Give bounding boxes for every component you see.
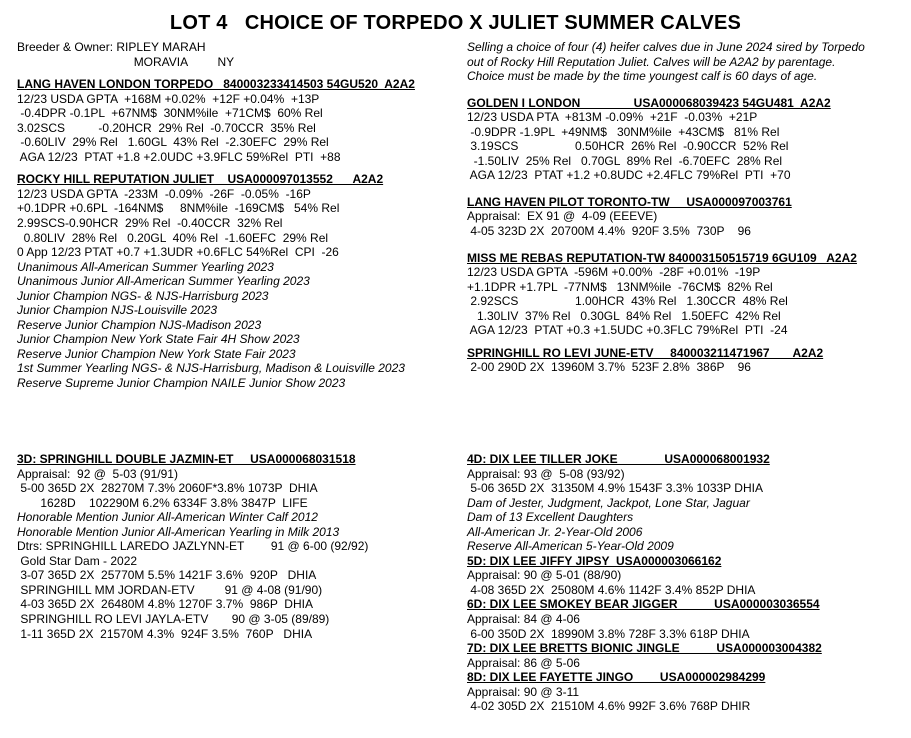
fourth-dam-honor: Dam of 13 Excellent Daughters (467, 510, 634, 525)
third-dam-line: 5-00 365D 2X 28270M 7.3% 2060F*3.8% 1073P DHIA (17, 481, 318, 496)
description-line: out of Rocky Hill Reputation Juliet. Calves will be A2A2 by parentage. (467, 54, 836, 69)
seventh-dam-header: 7D: DIX LEE BRETTS BIONIC JINGLE USA000003004382 (467, 641, 822, 656)
dam-honor: Unanimous Junior All-American Summer Yearling 2023 (17, 274, 310, 289)
description-line: Selling a choice of four (4) heifer calves due in June 2024 sired by Torpedo (467, 40, 865, 54)
dam-line: 12/23 USDA GPTA -233M -0.09% -26F -0.05% -16P (17, 186, 311, 201)
third-dam-honor: Honorable Mention Junior All-American Yearling in Milk 2013 (17, 524, 340, 539)
dam-honor: Unanimous All-American Summer Yearling 2023 (17, 259, 274, 274)
sire-sire-line: AGA 12/23 PTAT +1.2 +0.8UDC +2.4FLC 79%Rel PTI +70 (467, 168, 791, 183)
dam-honor: Junior Champion NJS-Louisville 2023 (17, 303, 218, 318)
right-top-column (467, 40, 865, 375)
third-dam-line: Appraisal: 92 @ 5-03 (91/91) (17, 466, 178, 481)
dam-honor: Reserve Supreme Junior Champion NAILE Junior Show 2023 (17, 376, 346, 391)
sire-line: -0.4DPR -0.1PL +67NM$ 30NM%ile +71CM$ 60% Rel (17, 106, 323, 121)
dam-honor: Reserve Junior Champion NJS-Madison 2023 (17, 317, 262, 332)
third-dam-header: 3D: SPRINGHILL DOUBLE JAZMIN-ET USA000068031518 (17, 452, 356, 466)
dam-honor: Junior Champion NGS- & NJS-Harrisburg 2023 (17, 288, 269, 303)
dam-dam-line: 2.92SCS 1.00HCR 43% Rel 1.30CCR 48% Rel (467, 294, 788, 309)
sire-line: -0.60LIV 29% Rel 1.60GL 43% Rel -2.30EFC 29% Rel (17, 135, 329, 150)
lot-title: LOT 4 CHOICE OF TORPEDO X JULIET SUMMER CALVES (169, 12, 742, 34)
dam-dam-line: AGA 12/23 PTAT +0.3 +1.5UDC +0.3FLC 79%Rel PTI -24 (467, 323, 788, 338)
third-dam-line: 1-11 365D 2X 21570M 4.3% 924F 3.5% 760P DHIA (17, 626, 313, 641)
third-dam-line: Gold Star Dam - 2022 (17, 553, 138, 568)
dam-honor: 1st Summer Yearling NGS- & NJS-Harrisburg, Madison & Louisville 2023 (17, 361, 405, 376)
dam-dam-line: 1.30LIV 37% Rel 0.30GL 84% Rel 1.50EFC 42% Rel (467, 308, 781, 323)
third-dam-line: 4-03 365D 2X 26480M 4.8% 1270F 3.7% 986P DHIA (17, 597, 313, 612)
dam-header: ROCKY HILL REPUTATION JULIET USA000097013552 A2A2 (17, 172, 384, 187)
sire-line: AGA 12/23 PTAT +1.8 +2.0UDC +3.9FLC 59%Rel PTI +88 (17, 149, 341, 164)
sire-sire-line: -0.9DPR -1.9PL +49NM$ 30NM%ile +43CM$ 81% Rel (467, 124, 780, 139)
right-bottom-column (467, 452, 822, 714)
left-top-column (17, 40, 415, 391)
sixth-dam-line: Appraisal: 84 @ 4-06 (467, 612, 580, 627)
fifth-dam-line: 4-08 365D 2X 25080M 4.6% 1142F 3.4% 852P DHIA (467, 582, 756, 597)
sire-header: LANG HAVEN LONDON TORPEDO 840003233414503 54GU520 A2A2 (17, 77, 415, 92)
eighth-dam-line: 4-02 305D 2X 21510M 4.6% 992F 3.6% 768P DHIR (467, 699, 751, 714)
third-dam-line: SPRINGHILL MM JORDAN-ETV 91 @ 4-08 (91/90) (17, 582, 323, 597)
eighth-dam-header: 8D: DIX LEE FAYETTE JINGO USA000002984299 (467, 670, 766, 685)
eighth-dam-line: Appraisal: 90 @ 3-11 (467, 684, 580, 699)
sire-line: 12/23 USDA GPTA +168M +0.02% +12F +0.04% +13P (17, 91, 320, 106)
third-dam-line: Dtrs: SPRINGHILL LAREDO JAZLYNN-ET 91 @ 6-00 (92/92) (17, 539, 369, 554)
sire-dam-line: 4-05 323D 2X 20700M 4.4% 920F 3.5% 730P 96 (467, 224, 751, 239)
seventh-dam-line: Appraisal: 86 @ 5-06 (467, 655, 580, 670)
fifth-dam-line: Appraisal: 90 @ 5-01 (88/90) (467, 568, 622, 583)
dam-dam-line: +1.1DPR +1.7PL -77NM$ 13NM%ile -76CM$ 82% Rel (467, 279, 773, 294)
dam-dam-header: MISS ME REBAS REPUTATION-TW 840003150515719 6GU109 A2A2 (467, 250, 857, 265)
sire-sire-line: -1.50LIV 25% Rel 0.70GL 89% Rel -6.70EFC 28% Rel (467, 153, 783, 168)
dam-sire-line: 2-00 290D 2X 13960M 3.7% 523F 2.8% 386P 96 (467, 360, 751, 375)
third-dam-honor: Honorable Mention Junior All-American Winter Calf 2012 (17, 510, 318, 525)
dam-honor: Junior Champion New York State Fair 4H Show 2023 (17, 332, 300, 347)
dam-line: 0.80LIV 28% Rel 0.20GL 40% Rel -1.60EFC 29% Rel (17, 230, 329, 245)
sire-sire-line: 3.19SCS 0.50HCR 26% Rel -0.90CCR 52% Rel (467, 139, 789, 154)
fourth-dam-honor: Dam of Jester, Judgment, Jackpot, Lone Star, Jaguar (467, 495, 750, 510)
sixth-dam-header: 6D: DIX LEE SMOKEY BEAR JIGGER USA000003036554 (467, 597, 820, 612)
dam-dam-line: 12/23 USDA GPTA -596M +0.00% -28F +0.01% -19P (467, 265, 761, 280)
third-dam-line: 1628D 102290M 6.2% 6334F 3.8% 3847P LIFE (17, 495, 308, 510)
sire-sire-line: 12/23 USDA PTA +813M -0.09% +21F -0.03% +21P (467, 110, 758, 125)
dam-honor: Reserve Junior Champion New York State Fair 2023 (17, 346, 296, 361)
sire-dam-header: LANG HAVEN PILOT TORONTO-TW USA000097003761 (467, 194, 792, 209)
sixth-dam-line: 6-00 350D 2X 18990M 3.8% 728F 3.3% 618P DHIA (467, 626, 750, 641)
fifth-dam-header: 5D: DIX LEE JIFFY JIPSY USA000003066162 (467, 553, 722, 568)
sire-dam-line: Appraisal: EX 91 @ 4-09 (EEEVE) (467, 209, 658, 224)
fourth-dam-line: 5-06 365D 2X 31350M 4.9% 1543F 3.3% 1033P DHIA (467, 481, 763, 496)
description-line: Choice must be made by the time youngest calf is 60 days of age. (467, 69, 818, 84)
dam-line: 2.99SCS-0.90HCR 29% Rel -0.40CCR 32% Rel (17, 216, 283, 231)
sire-line: 3.02SCS -0.20HCR 29% Rel -0.70CCR 35% Rel (17, 120, 316, 135)
fourth-dam-honor: All-American Jr. 2-Year-Old 2006 (467, 524, 643, 539)
breeder-location-line: MORAVIA NY (17, 54, 235, 69)
sire-sire-header: GOLDEN I LONDON USA000068039423 54GU481 A2A2 (467, 95, 831, 110)
dam-line: 0 App 12/23 PTAT +0.7 +1.3UDR +0.6FLC 54%Rel CPI -26 (17, 245, 339, 260)
third-dam-line: 3-07 365D 2X 25770M 5.5% 1421F 3.6% 920P DHIA (17, 568, 317, 583)
fourth-dam-header: 4D: DIX LEE TILLER JOKE USA000068001932 (467, 452, 770, 466)
fourth-dam-honor: Reserve All-American 5-Year-Old 2009 (467, 539, 674, 554)
left-bottom-column (17, 452, 368, 641)
dam-sire-header: SPRINGHILL RO LEVI JUNE-ETV 840003211471967 A2A2 (467, 345, 824, 360)
fourth-dam-line: Appraisal: 93 @ 5-08 (93/92) (467, 466, 625, 481)
dam-line: +0.1DPR +0.6PL -164NM$ 8NM%ile -169CM$ 54% Rel (17, 201, 340, 216)
third-dam-line: SPRINGHILL RO LEVI JAYLA-ETV 90 @ 3-05 (89/89) (17, 612, 330, 627)
breeder-line: Breeder & Owner: RIPLEY MARAH (17, 40, 206, 54)
